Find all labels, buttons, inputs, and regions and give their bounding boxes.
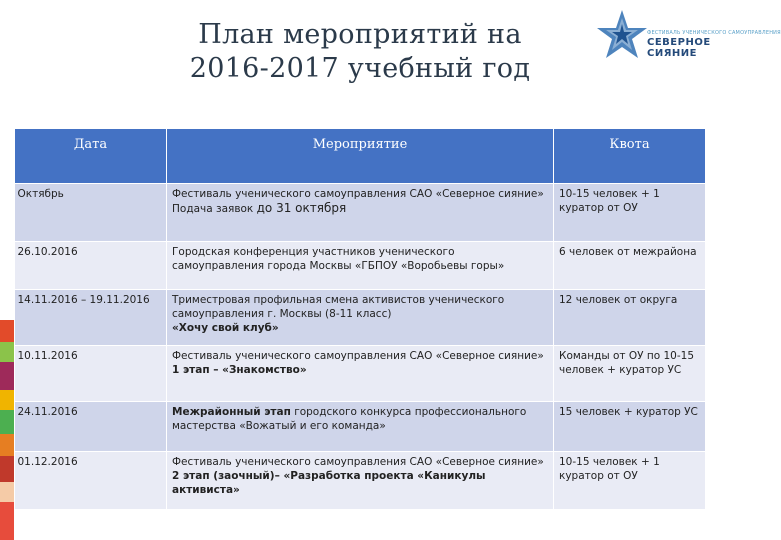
row-quota: 10-15 человек + 1 куратор от ОУ xyxy=(554,184,706,242)
header-quota: Квота xyxy=(554,129,706,184)
decorative-stripe xyxy=(0,320,14,540)
table-row xyxy=(15,184,706,242)
event-text: Фестиваль ученического самоуправления САО «Северное сияние» xyxy=(172,456,544,468)
row-date: 24.11.2016 xyxy=(15,402,167,452)
festival-logo xyxy=(592,6,781,66)
events-table xyxy=(14,128,706,510)
event-extra: «Хочу свой клуб» xyxy=(172,322,279,334)
row-event xyxy=(167,452,554,510)
event-text-bold: Межрайонный этап xyxy=(172,406,291,418)
row-event: Городская конференция участников ученического самоуправления города Москвы «ГБПОУ «Воробьевы горы» xyxy=(167,242,554,290)
star-icon xyxy=(592,6,652,66)
table-row xyxy=(15,452,706,510)
row-event xyxy=(167,346,554,402)
row-date: 14.11.2016 – 19.11.2016 xyxy=(15,290,167,346)
header-event: Мероприятие xyxy=(167,129,554,184)
title-line-2: 2016-2017 учебный год xyxy=(189,53,531,84)
table-header-row xyxy=(15,129,706,184)
event-text: городского конкурса профессионального мастерства «Вожатый и его команда» xyxy=(172,406,527,432)
event-text: Фестиваль ученического самоуправления САО «Северное сияние» xyxy=(172,350,544,362)
header-date: Дата xyxy=(15,129,167,184)
row-event xyxy=(167,402,554,452)
event-deadline: до 31 октября xyxy=(256,201,347,215)
title-line-1: План мероприятий на xyxy=(198,19,522,50)
row-quota: Команды от ОУ по 10-15 человек + куратор УС xyxy=(554,346,706,402)
row-quota: 15 человек + куратор УС xyxy=(554,402,706,452)
event-extra xyxy=(172,201,548,216)
page-title xyxy=(140,18,580,86)
table-row xyxy=(15,242,706,290)
row-date: Октябрь xyxy=(15,184,167,242)
row-quota: 10-15 человек + 1 куратор от ОУ xyxy=(554,452,706,510)
row-date: 10.11.2016 xyxy=(15,346,167,402)
row-quota: 6 человек от межрайона xyxy=(554,242,706,290)
row-date: 01.12.2016 xyxy=(15,452,167,510)
table-row xyxy=(15,402,706,452)
event-extra: 1 этап – «Знакомство» xyxy=(172,364,307,376)
event-text: Триместровая профильная смена активистов ученического самоуправления г. Москвы (8-11 класс) xyxy=(172,294,505,320)
row-event xyxy=(167,184,554,242)
row-quota: 12 человек от округа xyxy=(554,290,706,346)
logo-line-2: СИЯНИЕ xyxy=(647,48,697,59)
event-extra: 2 этап (заочный)– «Разработка проекта «Каникулы активиста» xyxy=(172,470,486,496)
row-event xyxy=(167,290,554,346)
logo-small-text: ФЕСТИВАЛЬ УЧЕНИЧЕСКОГО САМОУПРАВЛЕНИЯ xyxy=(647,30,781,36)
event-extra-pre: Подача заявок xyxy=(172,203,257,215)
table-row xyxy=(15,346,706,402)
logo-line-1: СЕВЕРНОЕ xyxy=(647,37,711,48)
table-row xyxy=(15,290,706,346)
event-text: Фестиваль ученического самоуправления САО «Северное сияние» xyxy=(172,188,544,200)
row-date: 26.10.2016 xyxy=(15,242,167,290)
